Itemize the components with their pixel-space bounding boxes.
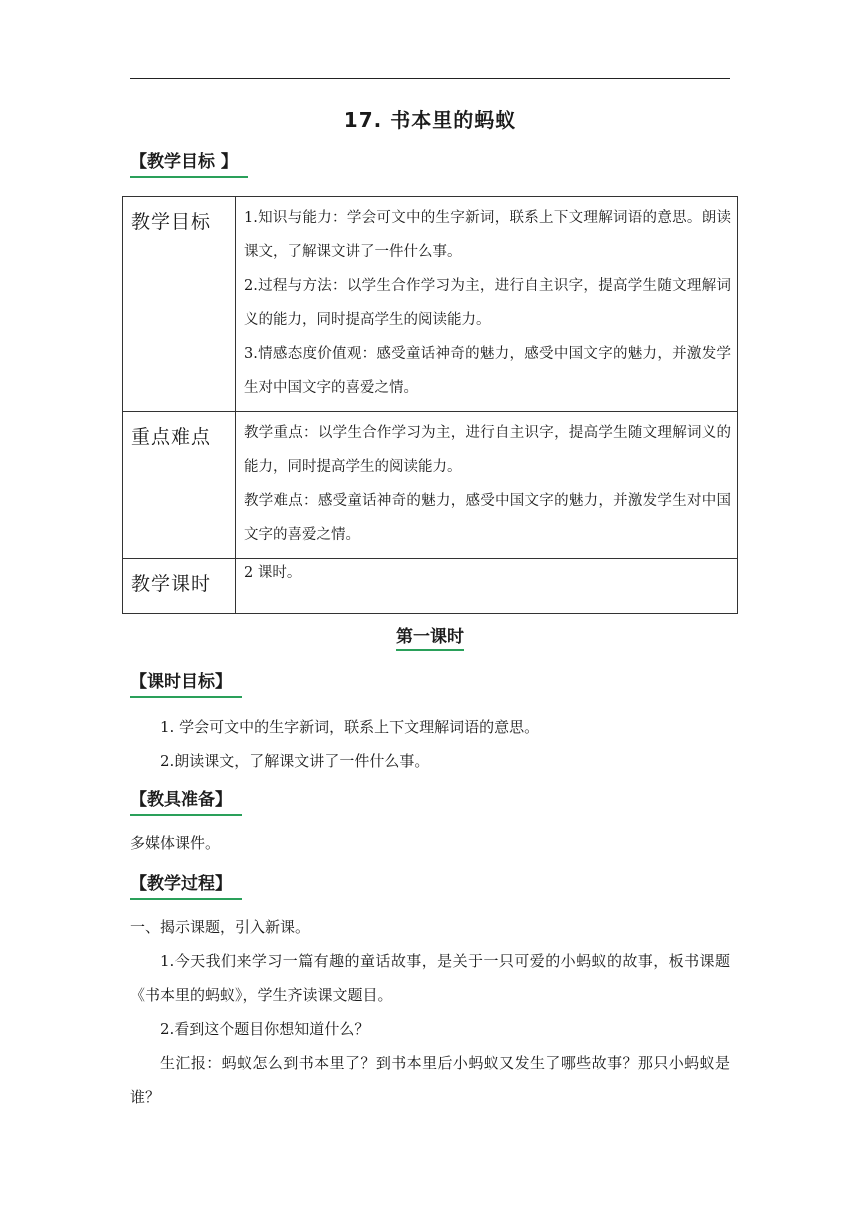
- keys-content: [236, 412, 738, 559]
- goals-label: 教学目标: [123, 197, 236, 412]
- hours-label: 教学课时: [123, 559, 236, 614]
- lesson-title-text: 第一课时: [396, 627, 464, 651]
- heading-process: 【教学过程】: [130, 872, 242, 900]
- goal-item: 3.情感态度价值观：感受童话神奇的魅力，感受中国文字的魅力，并激发学生对中国文字的喜爱之情。: [244, 346, 731, 396]
- lesson-goal-item: 1. 学会可文中的生字新词，联系上下文理解词语的意思。: [160, 718, 540, 736]
- process-paragraph: 1.今天我们来学习一篇有趣的童话故事，是关于一只可爱的小蚂蚁的故事，板书课题《书本里的蚂蚁》，学生齐读课文题目。: [130, 952, 730, 1004]
- process-step-title: 一、揭示课题，引入新课。: [130, 918, 311, 936]
- materials-text: 多媒体课件。: [130, 834, 221, 852]
- process-paragraph: 生汇报：蚂蚁怎么到书本里了？到书本里后小蚂蚁又发生了哪些故事？那只小蚂蚁是谁？: [130, 1054, 730, 1106]
- goal-item: 2.过程与方法：以学生合作学习为主，进行自主识字，提高学生随文理解词义的能力，同时提高学生的阅读能力。: [244, 278, 731, 328]
- document-title: 17. 书本里的蚂蚁: [343, 108, 517, 132]
- goal-item: 1.知识与能力：学会可文中的生字新词，联系上下文理解词语的意思。朗读课文，了解课文讲了一件什么事。: [244, 210, 731, 260]
- process-paragraph: 2.看到这个题目你想知道什么？: [160, 1020, 370, 1038]
- lesson-title: [0, 622, 860, 647]
- key-item: 教学重点：以学生合作学习为主，进行自主识字，提高学生随文理解词义的能力，同时提高学生的阅读能力。: [244, 425, 731, 475]
- key-item: 教学难点：感受童话神奇的魅力，感受中国文字的魅力，并激发学生对中国文字的喜爱之情。: [244, 493, 731, 543]
- heading-teaching-goals: 【教学目标 】: [130, 150, 248, 178]
- heading-materials: 【教具准备】: [130, 788, 242, 816]
- lesson-goal-item: 2.朗读课文，了解课文讲了一件什么事。: [160, 752, 430, 770]
- table-row: [123, 559, 738, 614]
- table-row: [123, 412, 738, 559]
- table-row: [123, 197, 738, 412]
- hours-value: 2 课时。: [236, 559, 738, 614]
- keys-label: 重点难点: [123, 412, 236, 559]
- heading-lesson-goals: 【课时目标】: [130, 670, 242, 698]
- goals-content: [236, 197, 738, 412]
- objectives-table: [122, 196, 738, 614]
- header-rule: [130, 78, 730, 79]
